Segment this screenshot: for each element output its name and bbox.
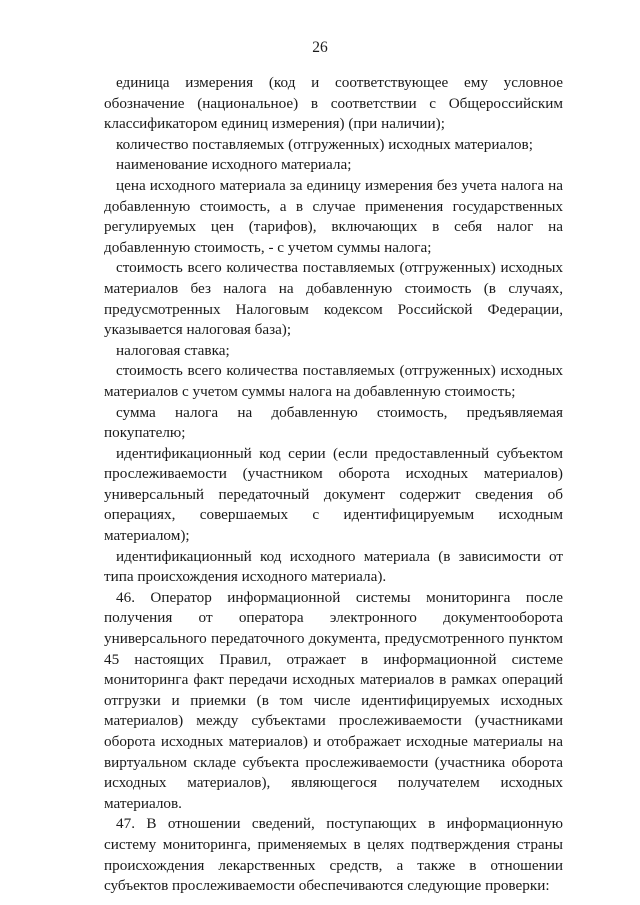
page-number: 26 (312, 39, 328, 56)
paragraph-quantity: количество поставляемых (отгруженных) исходных материалов; (116, 135, 533, 153)
paragraph-material-name: наименование исходного материала; (116, 156, 352, 174)
paragraph-tax-amount: сумма налога на добавленную стоимость, предъявляемая покупателю; (104, 403, 563, 442)
paragraph-unit-price: цена исходного материала за единицу измерения без учета налога на добавленную стоимость, а в случае применения государственных регулируемых цен (тарифов), включающих в себя налог на добавленную стоимость, - с учетом суммы налога; (104, 176, 563, 256)
paragraph-unit-of-measure: единица измерения (код и соответствующее ему условное обозначение (национальное) в соответствии с Общероссийским классификатором единиц измерения) (при наличии); (104, 74, 563, 133)
paragraph-total-cost-with-tax: стоимость всего количества поставляемых (отгруженных) исходных материалов с учетом суммы налога на добавленную стоимость; (104, 362, 563, 400)
paragraph-batch-id-code: идентификационный код серии (если предоставленный субъектом прослеживаемости (участником оборота исходных материалов) универсальный передаточный документ содержит сведения об операциях, совершаемых с идентифицируемым исходным материалом); (104, 444, 563, 545)
paragraph-material-id-code: идентификационный код исходного материала (в зависимости от типа происхождения исходного материала). (104, 547, 563, 586)
paragraph-total-cost-without-tax: стоимость всего количества поставляемых (отгруженных) исходных материалов без налога на добавленную стоимость (в случаях, предусмотренных Налоговым кодексом Российской Федерации, указывается налоговая база); (104, 259, 563, 339)
paragraph-clause-46: 46. Оператор информационной системы мониторинга после получения от оператора электронного документооборота универсального передаточного документа, предусмотренного пунктом 45 настоящих Правил, отражает в информационной системе мониторинга факт передачи исходных материалов в рамках операций отгрузки и приемки (в том числе идентифицируемых исходных материалов) между субъектами прослеживаемости (участниками оборота исходных материалов) и отображает исходные материалы на виртуальном складе субъекта прослеживаемости (участника оборота исходных материалов), являющегося получателем исходных материалов. (104, 588, 563, 812)
document-body (104, 73, 563, 897)
paragraph-tax-rate: налоговая ставка; (116, 341, 230, 359)
paragraph-clause-47: 47. В отношении сведений, поступающих в информационную систему мониторинга, применяемых в целях подтверждения страны происхождения лекарственных средств, а также в отношении субъектов прослеживаемости обеспечиваются следующие проверки: (104, 815, 563, 895)
